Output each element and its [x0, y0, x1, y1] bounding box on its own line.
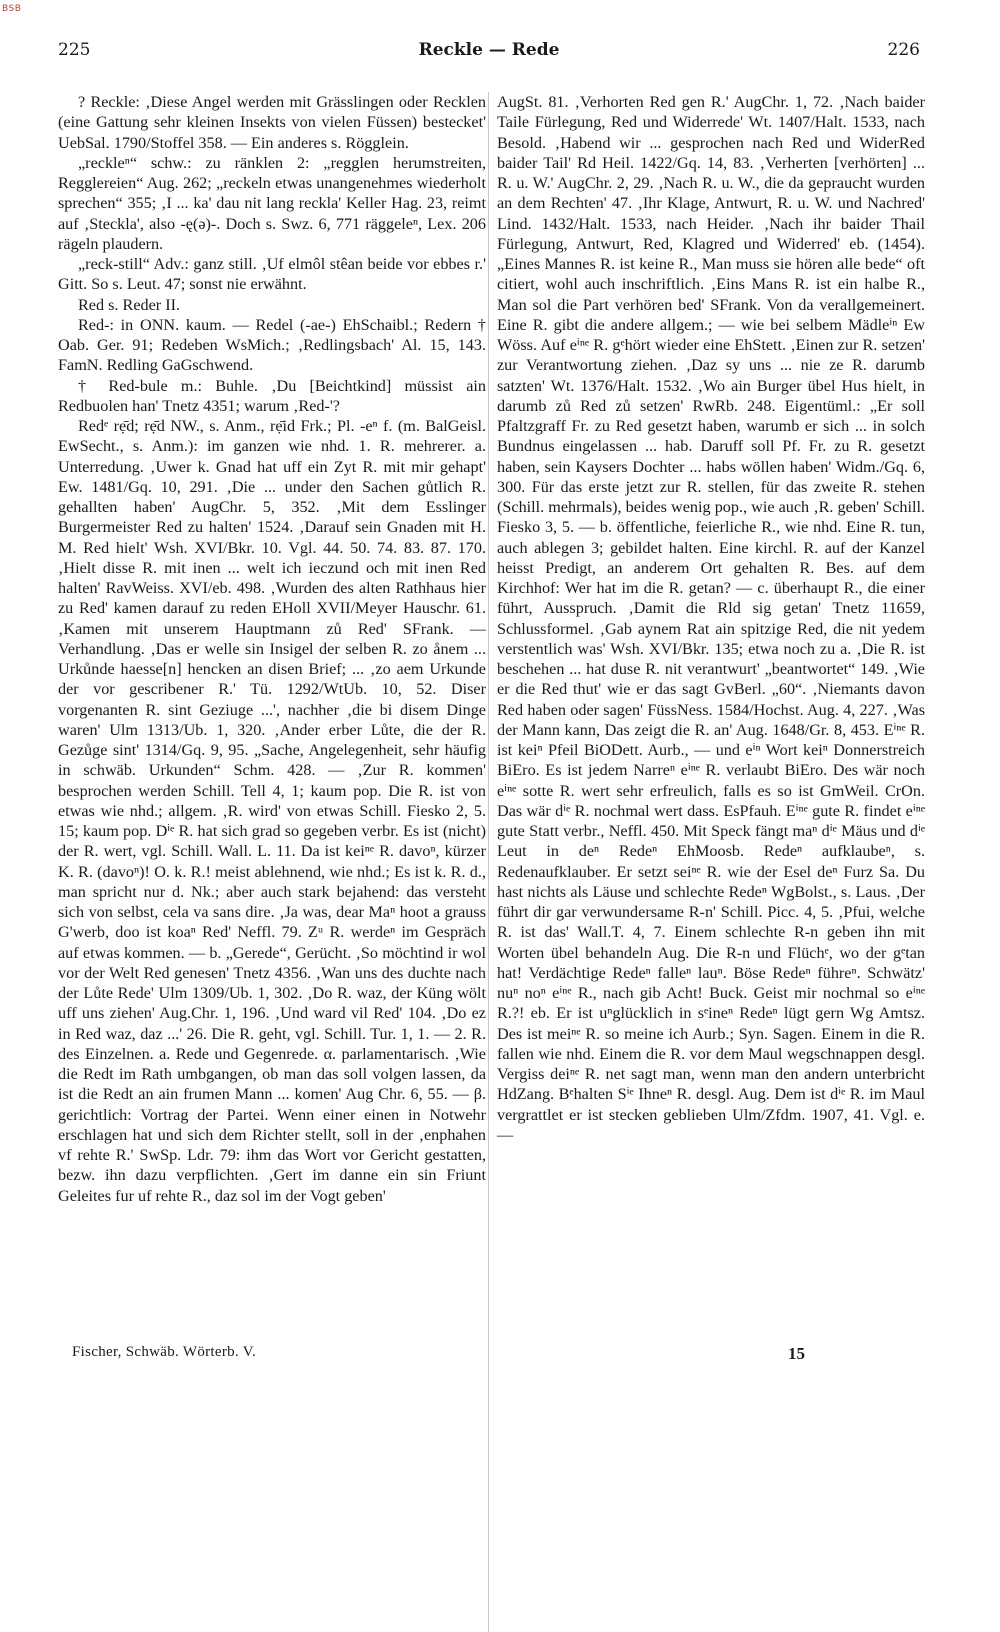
entry-reckle-schw: „reckleⁿ“ schw.: zu ränklen 2: „regglen herumstreiten, Regglereien“ Aug. 262; „reckeln etwas unangenehmes wiederholt sprechen“ 355; ‚I ... ka' dau nit lang reckla' Keller Hag. 23, reimt auf ‚Steckla', also -ę(ə)-. Doch s. Swz. 6, 771 räggeleⁿ, Lex. 206 rägeln plaudern. — [58, 153, 486, 253]
page-header — [58, 40, 920, 66]
left-column — [58, 92, 486, 1206]
entry-rede-continued: AugSt. 81. ‚Verhorten Red gen R.' AugChr. 1, 72. ‚Nach baider Taile Fürlegung, Red und Widerrede' Wt. 1407/Halt. 1533, nach Besold. ‚Habend wir ... gesprochen nach Red und WiderRed baider Tail' Rd Heil. 1422/Gq. 14, 83. ‚Verherten [verhörten] ... R. u. W.' AugChr. 2, 29. ‚Nach R. u. W., die da gepraucht wurden an dem Rechten' 47. ‚Ihr Klage, Antwurt, R. u. W. und Nachred' Lind. 1432/Halt. 1533, nach Heider. ‚Nach ihr baider Thail Fürlegung, Antwurt, Red, Klagred und Widerred' eb. (1454). „Eines Mannes R. ist keine R., Man muss sie hören alle bede“ oft citiert, wohl auch inschriftlich. ‚Eins Mans R. ist ein halbe R., Man sol die Part verhören bed' SFrank. Von da verallgemeinert. Eine R. gibt die andere allgem.; — wie bei selbem Mädleⁱⁿ Ew Wöss. Auf eⁱⁿᵉ R. gᵉhört wieder eine EhStett. ‚Einen zur R. setzen' zur Verantwortung ziehen. ‚Daz sy uns ... nie ze R. darumb satzten' Wt. 1376/Halt. 1532. ‚Wo ain Burger übel Hus hielt, in darumb zů Red zů setzen' RwRb. 248. Eigentüml.: „Er soll Pfaltzgraff Fr. zu Red gesetzt haben, warumb er sich ... in solch Bundnus eingelassen ... hab. Daruff soll Pf. Fr. zu R. gesetzt haben, sein Kaysers Dochter ... habs wöllen haben' Widm./Gq. 6, 300. Für das erste jetzt zur R. stellen, für das zweite R. stehen (Schill. mehrmals), beides wenig pop., wie auch ‚R. geben' Schill. Fiesko 3, 5. — b. öffentliche, feierliche R., wie nhd. Eine R. tun, auch ablegen 3; gebildet halten. Eine kirchl. R. auf der Kanzel heisst Predigt, an anderem Ort gehalten R. Bes. auf dem Kirchhof: Wer hat im die R. getan? — c. überhaupt R., die einer führt, Ausspruch. ‚Damit die Rld sig getan' Tnetz 11659, Schlussformel. ‚Gab aynem Rat ain spitzige Red, die nit yedem verstentlich was' Wsh. XVI/Bkr. 135; etwa noch zu a. ‚Die R. ist beschehen ... hat duse R. nit verantwurt' „beantwortet“ 149. ‚Wie er die Red thut' wie er das sagt GvBerl. „60“. ‚Niemants davon Red haben oder sagen' FüssNess. 1584/Hochst. Aug. 4, 227. ‚Was der Mann kann, Das zeigt die R. an' Aug. 1648/Gr. 8, 453. Eⁱⁿᵉ R. ist keiⁿ Pfeil BiODett. Aurb., — und eⁱⁿ Wort keiⁿ Donnerstreich BiEro. Es ist jedem Narreⁿ eⁱⁿᵉ R. verlaubt BiEro. Des wär noch eⁱⁿᵉ sotte R. wert sehr erfreulich, falls es so ist GmWeil. CrOn. Das wär dⁱᵉ R. nochmal wert dass. EsPfauh. Eⁱⁿᵉ gute R. findet eⁱⁿᵉ gute Statt verbr., Neffl. 450. Mit Speck fängt maⁿ dⁱᵉ Mäus und dⁱᵉ Leut in deⁿ Redeⁿ EhMoosb. Redeⁿ aufklaubeⁿ, s. Redenaufklauber. Er setzt seiⁿᵉ R. wie der Esel deⁿ Furz Sa. Du hast nichts als Läuse und schlechte Redeⁿ WgBolst., s. Laus. ‚Der führt dir gar verwundersame R-n' Schill. Picc. 4, 5. ‚Pfui, welche R. ist das' Wall.T. 4, 7. Einem schlechte R-n geben ihn mit Worten übel behandeln Aug. Die R-n und Flüchᵉ, wo der gᵉtan hat! Verdächtige Redeⁿ falleⁿ lauⁿ. Böse Redeⁿ führeⁿ. Schwätz' nuⁿ noⁿ eⁱⁿᵉ R., nach gib Acht! Buck. Geist mir nochmal so eⁱⁿᵉ R.?! eb. Er ist uⁿglücklich in sᵉineⁿ Redeⁿ lügt gern Wg Amtsz. Des ist meiⁿᵉ R. so meine ich Aurb.; Syn. Sagen. Einem in die R. fallen wie nhd. Einem die R. vor dem Maul wegschnappen desgl. Vergiss deiⁿᵉ R. net sagt man, wenn man den andern unterbricht HdZang. Bᵉhalten Sⁱᵉ Ihneⁿ R. desgl. Aug. Dem ist dⁱᵉ R. im Maul vergrattlet er ist stecken geblieben Ulm/Zfdm. 1907, 41. Vgl. e. — — [497, 93, 925, 1144]
entry-red-bule: † Red-bule m.: Buhle. ‚Du [Beichtkind] müssist ain Redbuolen han' Tnetz 4351; warum ‚Red-'? — [58, 376, 486, 415]
running-title: Reckle — Rede — [418, 40, 560, 60]
entry-red-reder: Red s. Reder II. — [78, 295, 181, 314]
right-column — [497, 92, 925, 1145]
entry-reck-still: „reck-still“ Adv.: ganz still. ‚Uf elmôl stêan beide vor ebbes r.' Gitt. So s. Leut. 47; sonst nie erwähnt. — [58, 255, 486, 294]
sheet-number: 15 — [788, 1344, 805, 1363]
footer-credit: Fischer, Schwäb. Wörterb. V. — [72, 1344, 257, 1360]
column-divider — [488, 92, 489, 1632]
page-number-left: 225 — [58, 40, 91, 60]
entry-rede: Redᵉ rẹ̄d; rẹ̄d NW., s. Anm., rẹ̄id Frk.; Pl. -eⁿ f. (m. BalGeisl. EwSecht., s. Anm.): im ganzen wie nhd. 1. R. mehrerer. a. Unterredung. ‚Uwer k. Gnad hat uff ein Zyt R. mit mir gehapt' Ew. 1481/Gq. 10, 291. ‚Die ... under den Sachen gůtlich R. gehallten haben' AugChr. 5, 352. ‚Mit dem Esslinger Burgermeister Red zu halten' 1524. ‚Darauf sein Gnaden mit H. M. Red hielt' Wsh. XVI/Bkr. 10. Vgl. 44. 50. 74. 83. 87. 170. ‚Hielt disse R. mit inen ... welt ich ieczund och mit inen Red halten' RavWeiss. XVI/eb. 498. ‚Wurden des alten Rathhaus hier zu Red' kamen darauf zu reden EHoll XVII/Meyer Hauschr. 61. ‚Kamen mit unserem Hauptmann zů Red' SFrank. — Verhandlung. ‚Das er welle sin Insigel der selben R. zo ånem ... Urkůnde haesse[n] hencken an disen Brief; ... ‚zo aem Urkunde der vor gescribener R.' Tü. 1292/WtUb. 10, 52. Diser vorgenanten R. sint Geziuge ...', nachher ‚die bi disem Dinge waren' Ulm 1313/Ub. 1, 320. ‚Ander erber Lůte, die der R. Gezůge sint' 1314/Gq. 9, 95. „Sache, Angelegenheit, sehr häufig in schwäb. Urkunden“ Schm. 428. — ‚Zur R. kommen' besprochen werden Schill. Tell 4, 1; kaum pop. Die R. ist von etwas wie nhd.; allgem. ‚R. wird' von etwas Schill. Fiesko 2, 5. 15; kaum pop. Dⁱᵉ R. hat sich grad so gegeben verbr. Es ist (nicht) der R. wert, vgl. Schill. Wall. L. 11. Da ist keiⁿᵉ R. davoⁿ, kürzer K. R. (davoⁿ)! O. k. R.! meist ablehnend, wie nhd.; Es ist k. R. d., man spricht nur d. Nk.; aber auch stark bejahend: das versteht sich von selbst, cela va sans dire. ‚Ja was, dear Maⁿ hoot a grauss G'werb, doo ist koaⁿ Red' Neffl. 79. Zᵘ R. werdeⁿ im Gespräch auf etwas kommen. — b. „Gerede“, Gerücht. ‚So möchtind ir wol vor der Welt Red genesen' Tnetz 4356. ‚Wan uns des duchte nach der Lůte Rede' Ulm 1309/Ub. 1, 302. ‚Do R. waz, der Küng wölt uff uns ziehen' Aug.Chr. 1, 196. ‚Und ward vil Red' 104. ‚Do ez in Red waz, daz ...' 26. Die R. geht, vgl. Schill. Tur. 1, 1. — 2. R. des Einzelnen. a. Rede und Gegenrede. α. parlamentarisch. ‚Wie die Redt im Rath umbgangen, ob man das soll volgen lassen, da ist die Redt an ain frumen Mann ... komen' Aug Chr. 6, 55. — β. gerichtlich: Vortrag der Partei. Wenn einer einen in Notwehr erschlagen hat und sich dem Richter stellt, soll in der ‚enphahen vf rehte R.' SwSp. Ldr. 79: ihm das Wort vor Gericht gestatten, bezw. ihn dazu verpflichten. ‚Gert im danne ein sin Friunt Geleites fur uf rehte R., daz sol im der Vogt geben' — [58, 417, 486, 1205]
page-number-right: 226 — [887, 40, 920, 60]
entry-reckle: ? Reckle: ‚Diese Angel werden mit Grässlingen oder Recklen (eine Gattung sehr kleinen Insekts von vielen Füssen) bestecket' UebSal. 1790/Stoffel 358. — Ein anderes s. Rögglein. — [58, 93, 486, 152]
entry-red-onn: Red-: in ONN. kaum. — Redel (-ae-) EhSchaibl.; Redern † Oab. Ger. 91; Redeben WsMich.; ‚Redlingsbach' Al. 15, 143. FamN. Redling GaGschwend. — [58, 315, 486, 375]
library-stamp: BSB — [2, 4, 22, 14]
